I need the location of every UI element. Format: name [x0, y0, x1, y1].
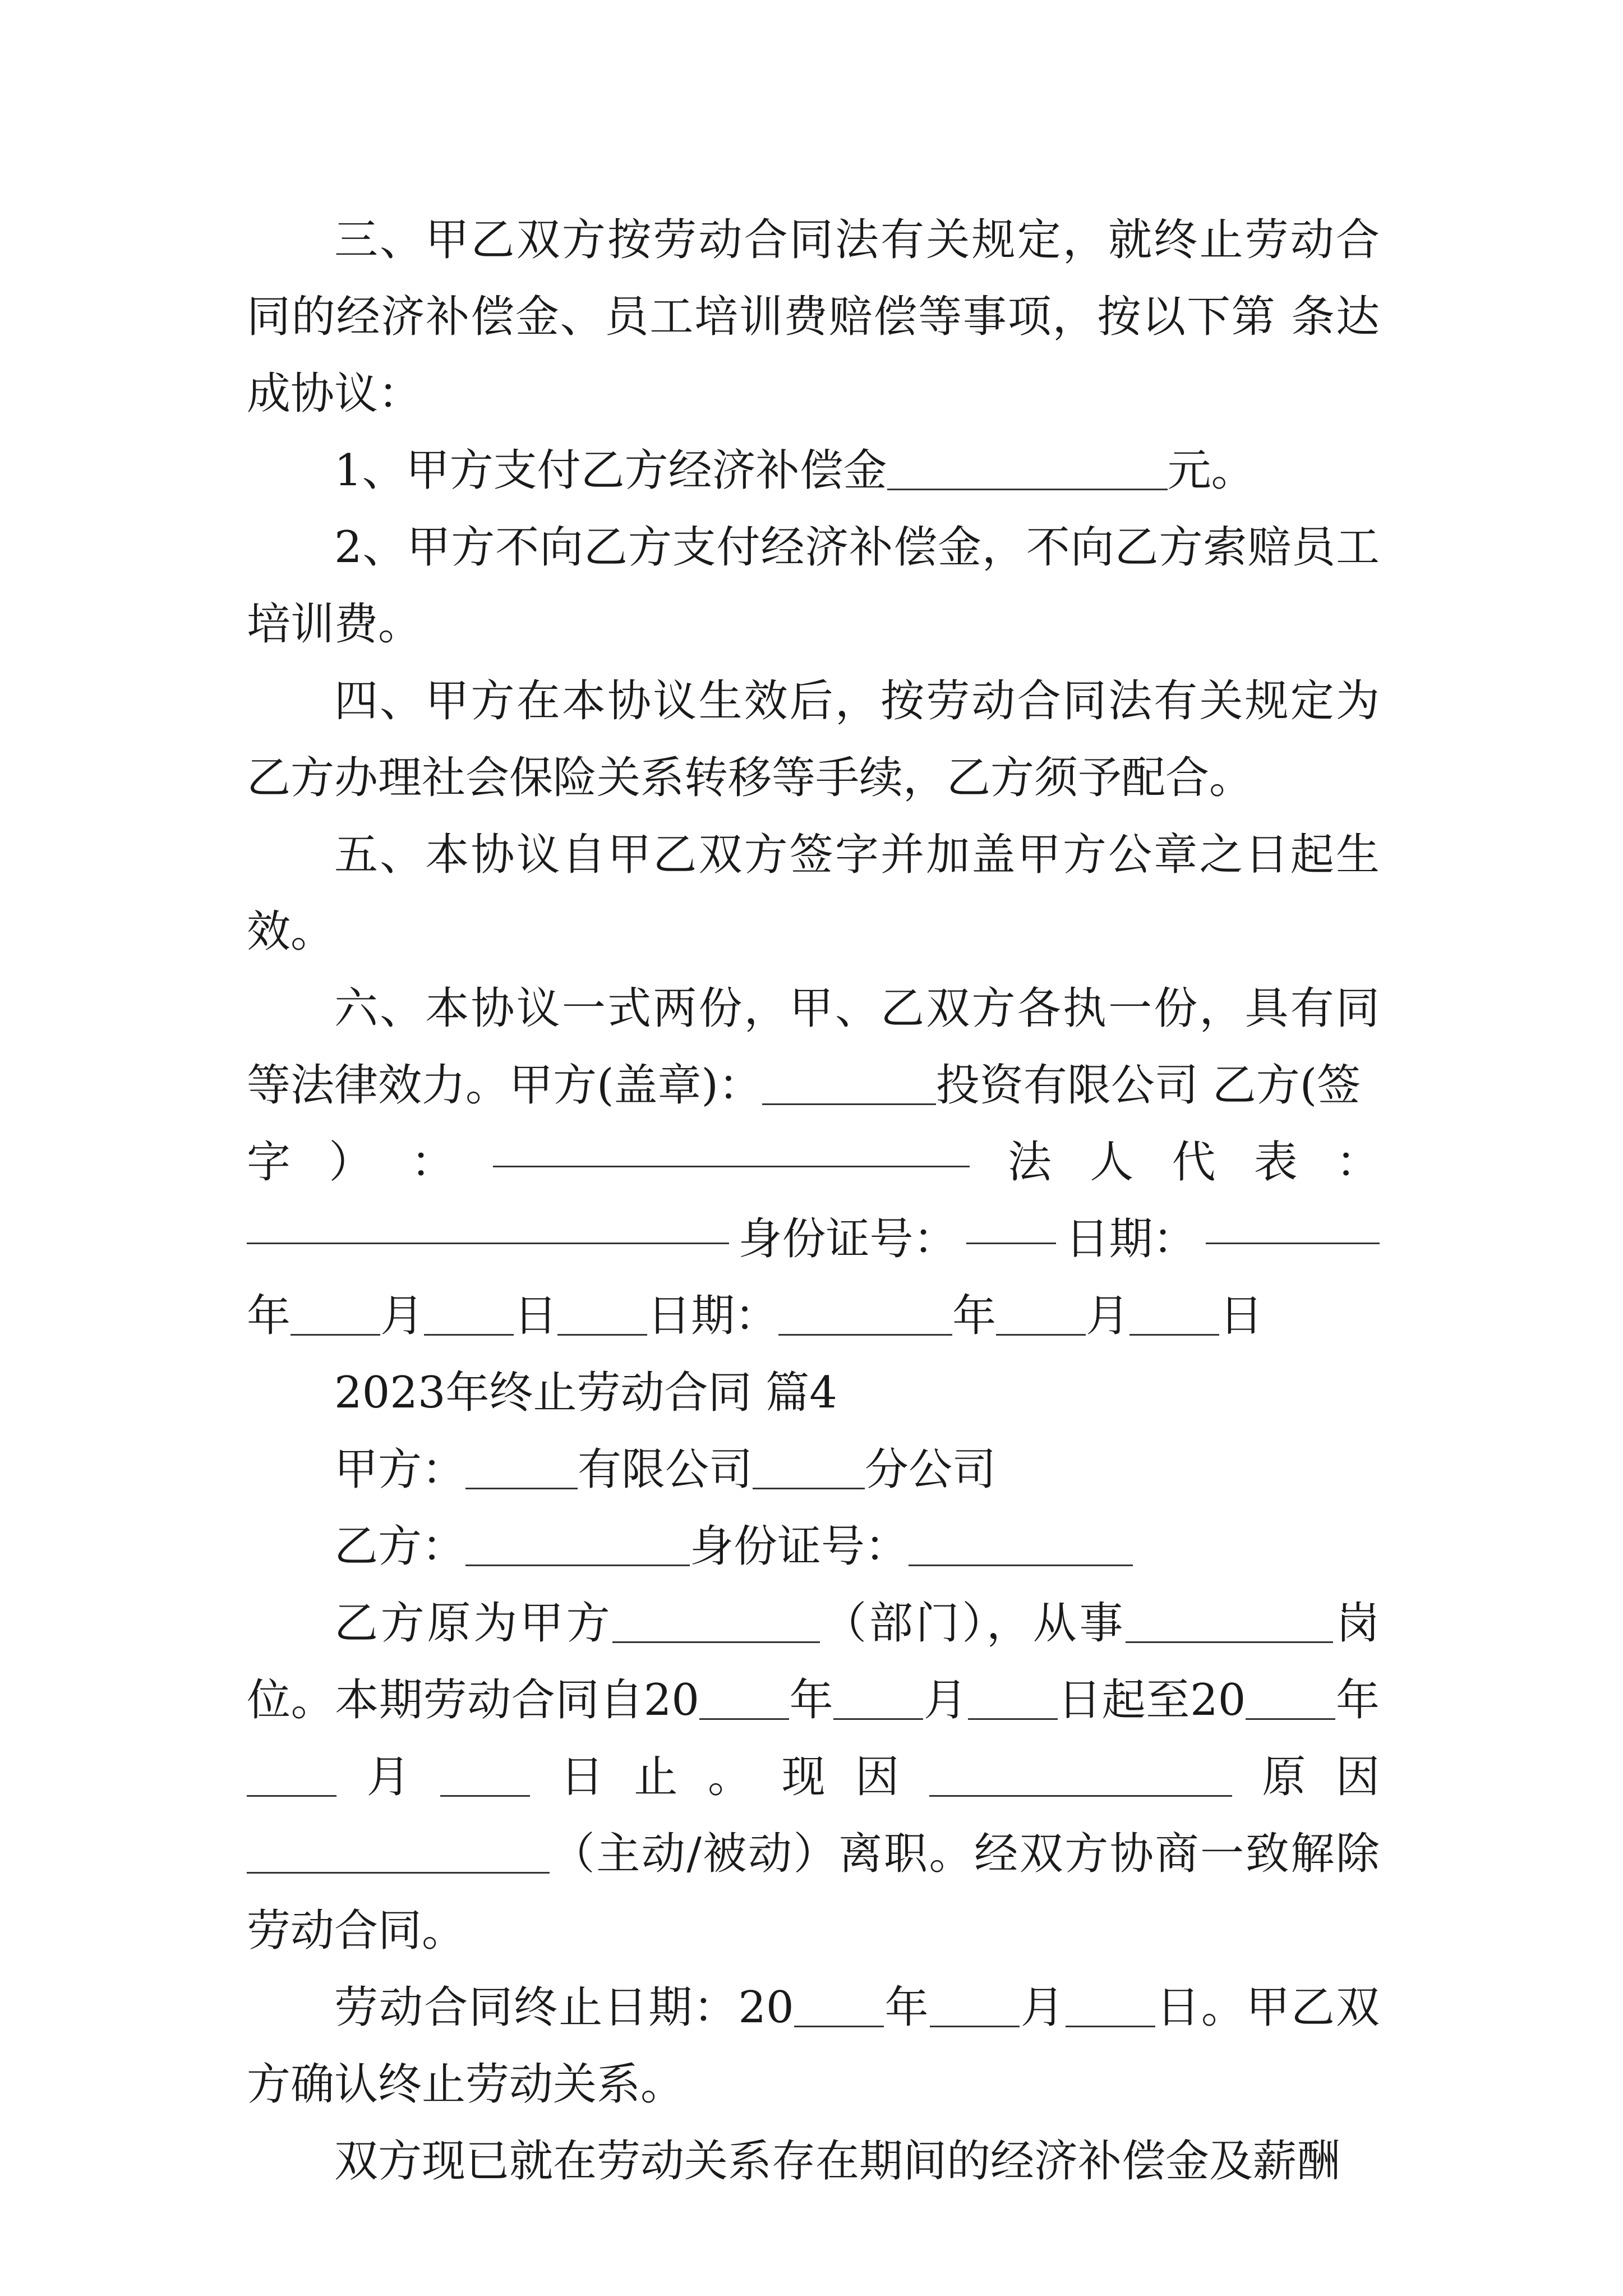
- end-month-blank[interactable]: [247, 1754, 336, 1797]
- clause-4: 四、甲方在本协议生效后，按劳动合同法有关规定为乙方办理社会保险关系转移等手续，乙方须予配合。: [247, 676, 1380, 803]
- date-blank[interactable]: [1206, 1201, 1380, 1244]
- party-b-signature-blank[interactable]: [493, 1124, 970, 1167]
- clause-3-item-2: 2、甲方不向乙方支付经济补偿金，不向乙方索赔员工培训费。: [247, 522, 1380, 650]
- party-a-line: 甲方： 有限公司 分公司: [334, 1444, 997, 1495]
- compensation-paragraph: 双方现已就在劳动关系存在期间的经济补偿金及薪酬: [334, 2136, 1341, 2187]
- party-b-name-blank[interactable]: [465, 1523, 690, 1566]
- date-line: 年 月 日 日期： 年 月 日: [247, 1291, 1264, 1341]
- signature-line: 字 ） ： 法 人 代 表 ：: [247, 1124, 1380, 1201]
- end-day-blank[interactable]: [440, 1754, 530, 1797]
- clause-5: 五、本协议自甲乙双方签字并加盖甲方公章之日起生效。: [247, 830, 1380, 957]
- day-blank[interactable]: [424, 1292, 514, 1336]
- legal-representative-blank[interactable]: [247, 1201, 729, 1244]
- termination-month-blank[interactable]: [930, 1984, 1020, 2027]
- amount-blank[interactable]: [887, 447, 1168, 490]
- id-number-blank[interactable]: [966, 1201, 1056, 1244]
- start-month-blank[interactable]: [833, 1677, 923, 1720]
- party-b-id-blank[interactable]: [909, 1523, 1133, 1566]
- representative-line: 身份证号： 日期：: [247, 1201, 1380, 1278]
- clause-3: 三、甲乙双方按劳动合同法有关规定，就终止劳动合同的经济补偿金、员工培训费赔偿等事项，按以下第 条达成协议：: [247, 215, 1380, 419]
- position-blank[interactable]: [1126, 1600, 1333, 1643]
- termination-year-blank[interactable]: [794, 1984, 884, 2027]
- section-title: 2023年终止劳动合同 篇4: [334, 1368, 837, 1418]
- company-blank[interactable]: [465, 1446, 578, 1489]
- date-day-blank[interactable]: [1129, 1292, 1219, 1336]
- clause-6: 六、本协议一式两份，甲、乙双方各执一份，具有同等法律效力。甲方(盖章)： 投资有限公司 乙方(签: [247, 983, 1380, 1111]
- contract-text: [247, 202, 1380, 2200]
- termination-date-paragraph: 劳动合同终止日期：20 年 月 日。甲乙双方确认终止劳动关系。: [247, 1982, 1380, 2110]
- party-b-line: 乙方： 身份证号：: [247, 1508, 1380, 1585]
- department-blank[interactable]: [612, 1600, 820, 1643]
- start-day-blank[interactable]: [968, 1677, 1058, 1720]
- party-a-name-blank[interactable]: [762, 1062, 936, 1105]
- month-blank[interactable]: [291, 1292, 380, 1336]
- gap-blank[interactable]: [557, 1292, 647, 1336]
- clause-3-item-1: 1、甲方支付乙方经济补偿金 元。: [334, 445, 1255, 496]
- employment-paragraph: 乙方原为甲方 （部门），从事 岗位。本期劳动合同自20 年 月 日起至20 年月 日止。现因 原因（主动/被动）离职。经双方协商一致解除劳动合同。: [247, 1598, 1380, 1956]
- reason-detail-blank[interactable]: [247, 1830, 550, 1874]
- branch-blank[interactable]: [753, 1446, 865, 1489]
- start-year-blank[interactable]: [699, 1677, 789, 1720]
- date-year-blank[interactable]: [778, 1292, 952, 1336]
- reason-blank[interactable]: [929, 1754, 1232, 1797]
- date-month-blank[interactable]: [996, 1292, 1086, 1336]
- termination-day-blank[interactable]: [1066, 1984, 1155, 2027]
- end-year-blank[interactable]: [1246, 1677, 1335, 1720]
